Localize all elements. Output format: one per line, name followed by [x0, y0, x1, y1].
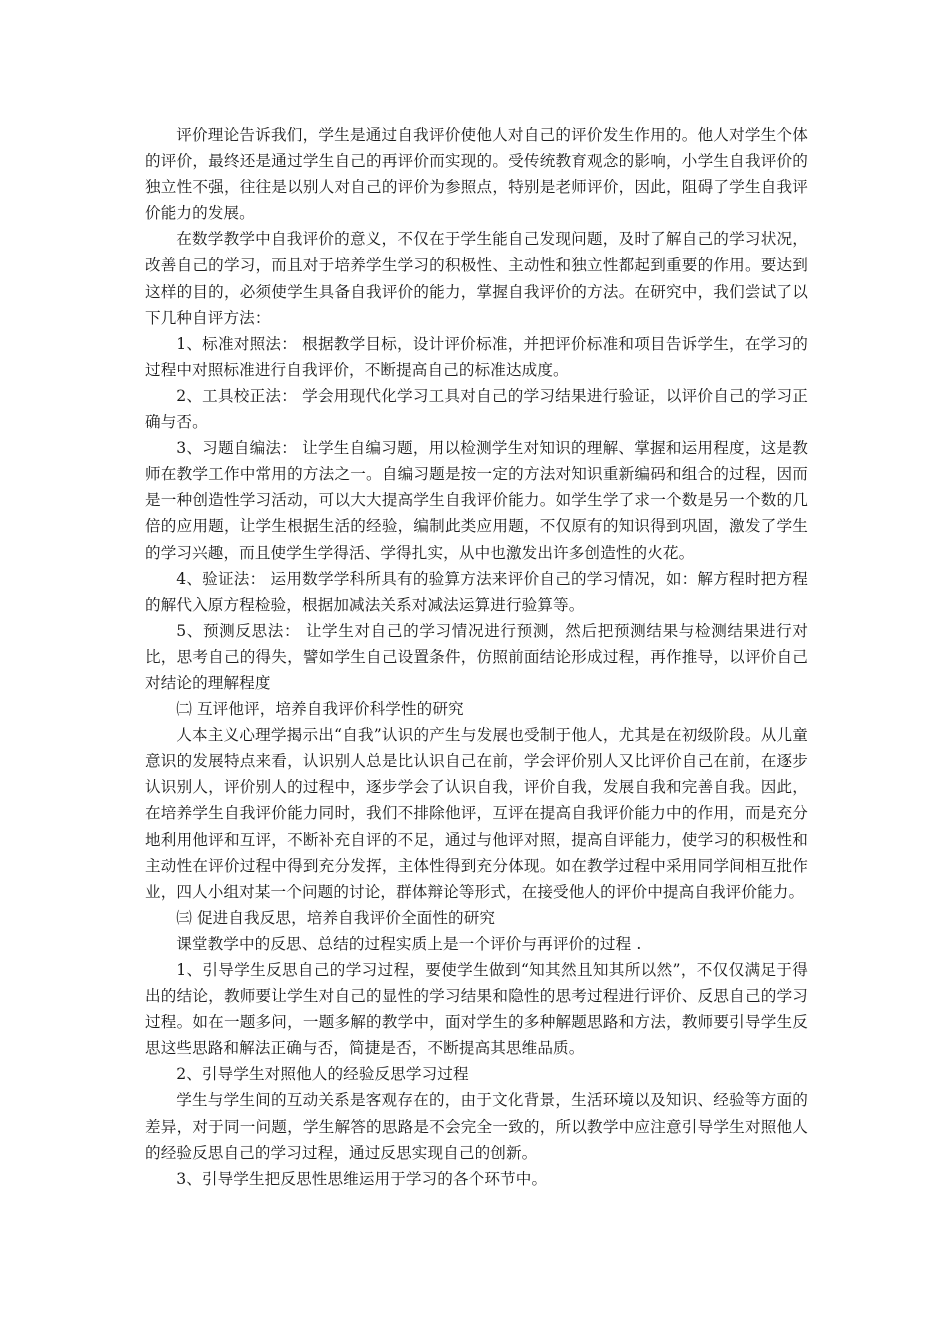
paragraph-method-tool-correction: 2、工具校正法： 学会用现代化学习工具对自己的学习结果进行验证，以评价自己的学习正确与否。 — [145, 386, 808, 432]
paragraph-reflect-own-process: 1、引导学生反思自己的学习过程，要使学生做到“知其然且知其所以然”，不仅仅满足于得出的结论，教师要让学生对自己的显性的学习结果和隐性的思考过程进行评价、反思自己的学习过程。如在一题多问，一题多解的教学中，面对学生的多种解题思路和方法，教师要引导学生反思这些思路和解法正确与否，简捷是否，不断提高其思维品质。 — [145, 961, 808, 1058]
paragraph-self-evaluation-meaning: 在数学教学中自我评价的意义，不仅在于学生能自己发现问题，及时了解自己的学习状况，改善自己的学习，而且对于培养学生学习的积极性、主动性和独立性都起到重要的作用。要达到这样的目的，必须使学生具备自我评价的能力，掌握自我评价的方法。在研究中，我们尝试了以下几种自评方法： — [145, 230, 808, 327]
paragraph-reflective-thinking-all-stages: 3、引导学生把反思性思维运用于学习的各个环节中。 — [176, 1169, 548, 1188]
paragraph-reflect-others-experience-heading: 2、引导学生对照他人的经验反思学习过程 — [176, 1065, 469, 1084]
paragraph-method-standard-comparison: 1、标准对照法： 根据教学目标，设计评价标准，并把评价标准和项目告诉学生，在学习的过程中对照标准进行自我评价，不断提高自己的标准达成度。 — [145, 334, 808, 379]
paragraph-method-prediction-reflection: 5、预测反思法： 让学生对自己的学习情况进行预测，然后把预测结果与检测结果进行对比，思考自己的得失，譬如学生自己设置条件，仿照前面结论形成过程，再作推导，以评价自己对结论的理解程度 — [145, 621, 808, 692]
section-heading-self-reflection: ㈢ 促进自我反思，培养自我评价全面性的研究 — [176, 908, 496, 927]
paragraph-method-self-authored-exercises: 3、习题自编法： 让学生自编习题，用以检测学生对知识的理解、掌握和运用程度，这是教师在教学工作中常用的方法之一。自编习题是按一定的方法对知识重新编码和组合的过程，因而是一种创造性学习活动，可以大大提高学生自我评价能力。如学生学了求一个数是另一个数的几倍的应用题，让学生根据生活的经验，编制此类应用题，不仅原有的知识得到巩固，激发了学生的学习兴趣，而且使学生学得活、学得扎实，从中也激发出许多创造性的火花。 — [145, 439, 808, 562]
paragraph-humanistic-psychology: 人本主义心理学揭示出“自我”认识的产生与发展也受制于他人，尤其是在初级阶段。从儿童意识的发展特点来看，认识别人总是比认识自己在前，学会评价别人又比评价自己在前，在逐步认识别人，评价别人的过程中，逐步学会了认识自我，评价自我，发展自我和完善自我。因此，在培养学生自我评价能力同时，我们不排除他评，互评在提高自我评价能力中的作用，而是充分地利用他评和互评，不断补充自评的不足，通过与他评对照，提高自评能力，使学习的积极性和主动性在评价过程中得到充分发挥，主体性得到充分体现。如在教学过程中采用同学间相互批作业，四人小组对某一个问题的讨论，群体辩论等形式，在接受他人的评价中提高自我评价能力。 — [145, 726, 808, 901]
paragraph-student-interaction: 学生与学生间的互动关系是客观存在的，由于文化背景，生活环境以及知识、经验等方面的差异，对于同一问题，学生解答的思路是不会完全一致的，所以教学中应注意引导学生对照他人的经验反思自己的学习过程，通过反思实现自己的创新。 — [145, 1091, 808, 1162]
paragraph-evaluation-theory: 评价理论告诉我们，学生是通过自我评价使他人对自己的评价发生作用的。他人对学生个体的评价，最终还是通过学生自己的再评价而实现的。受传统教育观念的影响，小学生自我评价的独立性不强，往往是以别人对自己的评价为参照点，特别是老师评价，因此，阻碍了学生自我评价能力的发展。 — [145, 126, 808, 223]
section-heading-peer-evaluation: ㈡ 互评他评，培养自我评价科学性的研究 — [176, 700, 464, 719]
document-body — [145, 122, 808, 1192]
paragraph-classroom-reflection: 课堂教学中的反思、总结的过程实质上是一个评价与再评价的过程 . — [176, 934, 642, 953]
paragraph-method-verification: 4、验证法： 运用数学学科所具有的验算方法来评价自己的学习情况，如：解方程时把方程的解代入原方程检验，根据加减法关系对减法运算进行验算等。 — [145, 569, 808, 614]
